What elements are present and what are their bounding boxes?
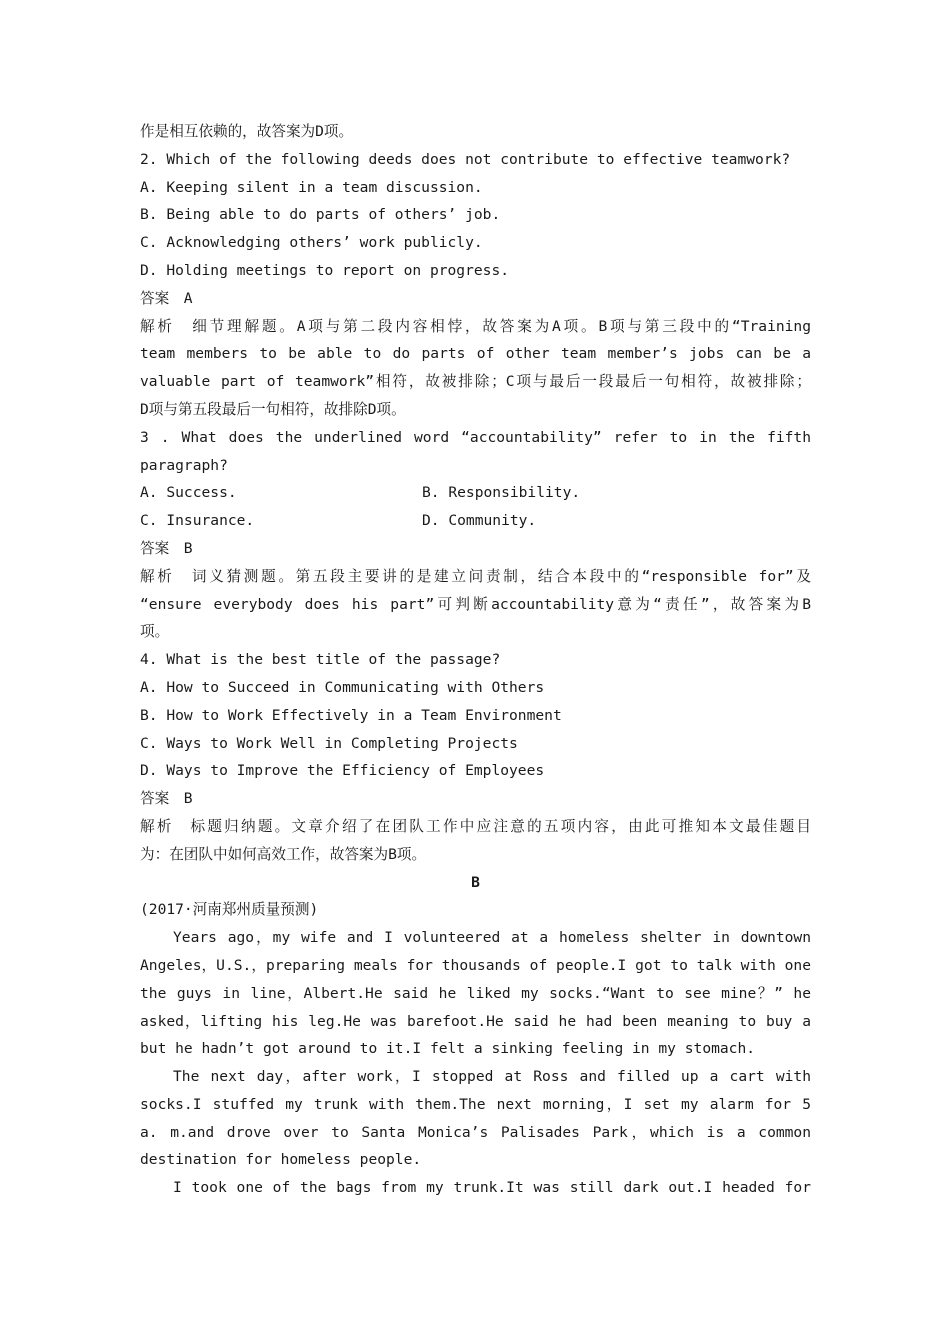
analysis-line: 解析 词义猜测题。第五段主要讲的是建立问责制，结合本段中的“responsible for”及 (140, 567, 811, 585)
passage-line: destination for homeless people. (140, 1151, 422, 1169)
section-heading: B (471, 873, 480, 891)
passage-line: The next day，after work，I stopped at Ross and filled up a cart with (173, 1068, 811, 1086)
question-4: 4. What is the best title of the passage? (140, 651, 501, 669)
analysis-line: valuable part of teamwork”相符，故被排除；C项与最后一段最后一句相符，故被排除； (140, 373, 811, 391)
analysis-line: team members to be able to do parts of other team member’s jobs can be a (140, 345, 811, 363)
option-d: D. Holding meetings to report on progress. (140, 261, 510, 279)
option-b: B. Responsibility. (422, 484, 581, 502)
analysis-line: D项与第五段最后一句相符，故排除D项。 (140, 400, 406, 418)
option-b: B. Being able to do parts of others’ job. (140, 206, 501, 224)
passage-line: I took one of the bags from my trunk.It was still dark out.I headed for (173, 1179, 811, 1197)
analysis-line: 项。 (140, 623, 170, 641)
option-a: A. Keeping silent in a team discussion. (140, 178, 483, 196)
answer: 答案 B (140, 539, 193, 557)
passage-line: socks.I stuffed my trunk with them.The next morning，I set my alarm for 5 (140, 1095, 811, 1113)
analysis-line: 解析 标题归纳题。文章介绍了在团队工作中应注意的五项内容，由此可推知本文最佳题目 (140, 817, 811, 835)
question-3-cont: paragraph? (140, 456, 228, 474)
answer: 答案 A (140, 289, 193, 307)
option-row (140, 479, 811, 507)
passage-line: asked，lifting his leg.He was barefoot.He said he had been meaning to buy a (140, 1012, 811, 1030)
option-c: C. Acknowledging others’ work publicly. (140, 234, 483, 252)
option-c: C. Insurance. (140, 512, 255, 530)
passage-line: a. m.and drove over to Santa Monica’s Palisades Park，which is a common (140, 1123, 811, 1141)
passage-line: but he hadn’t got around to it.I felt a sinking feeling in my stomach. (140, 1040, 756, 1058)
analysis-line: 解析 细节理解题。A项与第二段内容相悖，故答案为A项。B项与第三段中的“Training (140, 317, 811, 335)
question-3: 3 . What does the underlined word “accountability” refer to in the fifth (140, 428, 811, 446)
option-d: D. Community. (422, 512, 537, 530)
source-note: (2017·河南郑州质量预测) (140, 901, 319, 919)
passage-line: Angeles，U.S.，preparing meals for thousands of people.I got to talk with one (140, 956, 811, 974)
document-page (140, 118, 811, 1202)
analysis-line: “ensure everybody does his part”可判断accountability意为“责任”，故答案为B (140, 595, 811, 613)
option-a: A. Success. (140, 484, 237, 502)
answer: 答案 B (140, 790, 193, 808)
option-row (140, 507, 811, 535)
option-a: A. How to Succeed in Communicating with Others (140, 678, 545, 696)
option-b: B. How to Work Effectively in a Team Environment (140, 706, 562, 724)
option-c: C. Ways to Work Well in Completing Projects (140, 734, 518, 752)
analysis-line: 为：在团队中如何高效工作，故答案为B项。 (140, 845, 427, 863)
option-d: D. Ways to Improve the Efficiency of Employees (140, 762, 545, 780)
text-line: 作是相互依赖的，故答案为D项。 (140, 123, 354, 140)
question-2: 2. Which of the following deeds does not contribute to effective teamwork? (140, 150, 791, 168)
passage-line: Years ago，my wife and I volunteered at a homeless shelter in downtown (173, 929, 811, 947)
passage-line: the guys in line，Albert.He said he liked my socks.“Want to see mine？” he (140, 984, 811, 1002)
